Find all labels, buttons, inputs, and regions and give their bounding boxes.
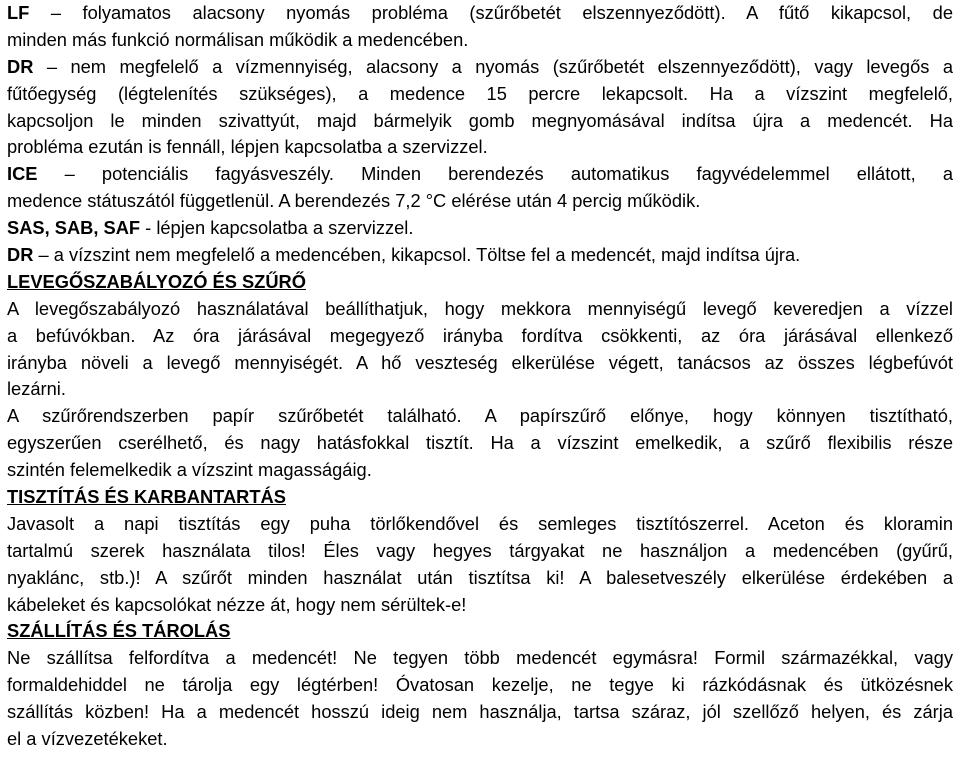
text-line (7, 376, 953, 403)
text-line (7, 81, 953, 108)
text-line (7, 592, 953, 619)
text-run: formaldehiddel ne tárolja egy légtérben! Óvatosan kezelje, ne tegye ki rázkódásnak és ütközésnek (7, 674, 953, 696)
text-run: kábeleket és kapcsolókat nézze át, hogy nem sérültek-e! (7, 593, 467, 615)
text-run: - lépjen kapcsolatba a szervizzel. (140, 217, 414, 239)
text-line (7, 323, 953, 350)
text-line (7, 484, 953, 511)
text-line (7, 269, 953, 296)
text-run: szintén felemelkedik a vízszint magasságáig. (7, 459, 372, 481)
text-run: – a vízszint nem megfelelő a medencében, kikapcsol. Töltse fel a medencét, majd indítsa újra. (33, 244, 801, 266)
text-run: tartalmú szerek használata tilos! Éles vagy hegyes tárgyakat ne használjon a medencében (gyűrű, (7, 539, 953, 561)
text-run: egyszerűen cserélhető, és nagy hatásfokkal tisztít. Ha a vízszint emelkedik, a szűrő flexibilis része (7, 432, 953, 454)
text-line (7, 215, 953, 242)
text-run: – potenciális fagyásveszély. Minden berendezés automatikus fagyvédelemmel ellátott, a (37, 163, 953, 185)
error-code: DR (7, 244, 34, 266)
text-run: szállítás közben! Ha a medencét hosszú ideig nem használja, tartsa száraz, jól szellőző helyen, és zárja (7, 701, 953, 723)
text-run: minden más funkció normálisan működik a medencében. (7, 28, 469, 50)
text-run: A levegőszabályozó használatával beállíthatjuk, hogy mekkora mennyiségű levegő keveredjen a vízzel (7, 297, 953, 319)
text-run: nyaklánc, stb.)! A szűrőt minden használat után tisztítsa ki! A balesetveszély elkerülése érdekében a (7, 566, 953, 588)
text-run: el a vízvezetékeket. (7, 728, 168, 750)
error-code: LF (7, 2, 30, 23)
text-line (7, 565, 953, 592)
text-line (7, 27, 953, 54)
section-heading: SZÁLLÍTÁS ÉS TÁROLÁS (7, 620, 231, 642)
text-run: irányba növeli a levegő mennyiségét. A hő veszteség elkerülése végett, tanácsos az összes légbefúvót (7, 351, 953, 373)
text-run: medence státuszától függetlenül. A berendezés 7,2 °C elérése után 4 percig működik. (7, 190, 701, 212)
text-line (7, 726, 953, 753)
section-heading: TISZTÍTÁS ÉS KARBANTARTÁS (7, 486, 286, 508)
text-line (7, 511, 953, 538)
text-line (7, 161, 953, 188)
text-line (7, 699, 953, 726)
text-line (7, 242, 953, 269)
text-run: a befúvókban. Az óra járásával megegyező irányba fordítva csökkenti, az óra járásával ellenkező (7, 324, 953, 346)
text-line (7, 296, 953, 323)
text-run: probléma ezután is fennáll, lépjen kapcsolatba a szervizzel. (7, 136, 488, 158)
text-run: Ne szállítsa felfordítva a medencét! Ne tegyen több medencét egymásra! Formil származékkal, vagy (7, 647, 953, 669)
section-heading: LEVEGŐSZABÁLYOZÓ ÉS SZŰRŐ (7, 270, 306, 292)
text-run: lezárni. (7, 378, 66, 400)
text-line (7, 108, 953, 135)
text-run: A szűrőrendszerben papír szűrőbetét található. A papírszűrő előnye, hogy könnyen tisztítható, (7, 405, 953, 427)
text-line (7, 672, 953, 699)
text-run: – nem megfelelő a vízmennyiség, alacsony a nyomás (szűrőbetét elszennyeződött), vagy levegős a (33, 55, 953, 77)
text-line (7, 134, 953, 161)
text-run: – folyamatos alacsony nyomás probléma (szűrőbetét elszennyeződött). A fűtő kikapcsol, de (29, 2, 953, 23)
text-run: Javasolt a napi tisztítás egy puha törlőkendővel és semleges tisztítószerrel. Aceton és kloramin (7, 512, 953, 534)
text-line (7, 430, 953, 457)
text-line (7, 350, 953, 377)
error-code: ICE (7, 163, 38, 185)
text-line (7, 403, 953, 430)
text-line (7, 618, 953, 645)
text-run: fűtőegység (légtelenítés szükséges), a medence 15 percre lekapcsolt. Ha a vízszint megfelelő, (7, 82, 953, 104)
text-line (7, 0, 953, 27)
error-code: DR (7, 55, 34, 77)
text-run: kapcsoljon le minden szivattyút, majd bármelyik gomb megnyomásával indítsa újra a medencét. Ha (7, 109, 953, 131)
text-line (7, 54, 953, 81)
text-line (7, 538, 953, 565)
text-line (7, 457, 953, 484)
text-line (7, 188, 953, 215)
error-code: SAS, SAB, SAF (7, 217, 141, 239)
text-line (7, 645, 953, 672)
